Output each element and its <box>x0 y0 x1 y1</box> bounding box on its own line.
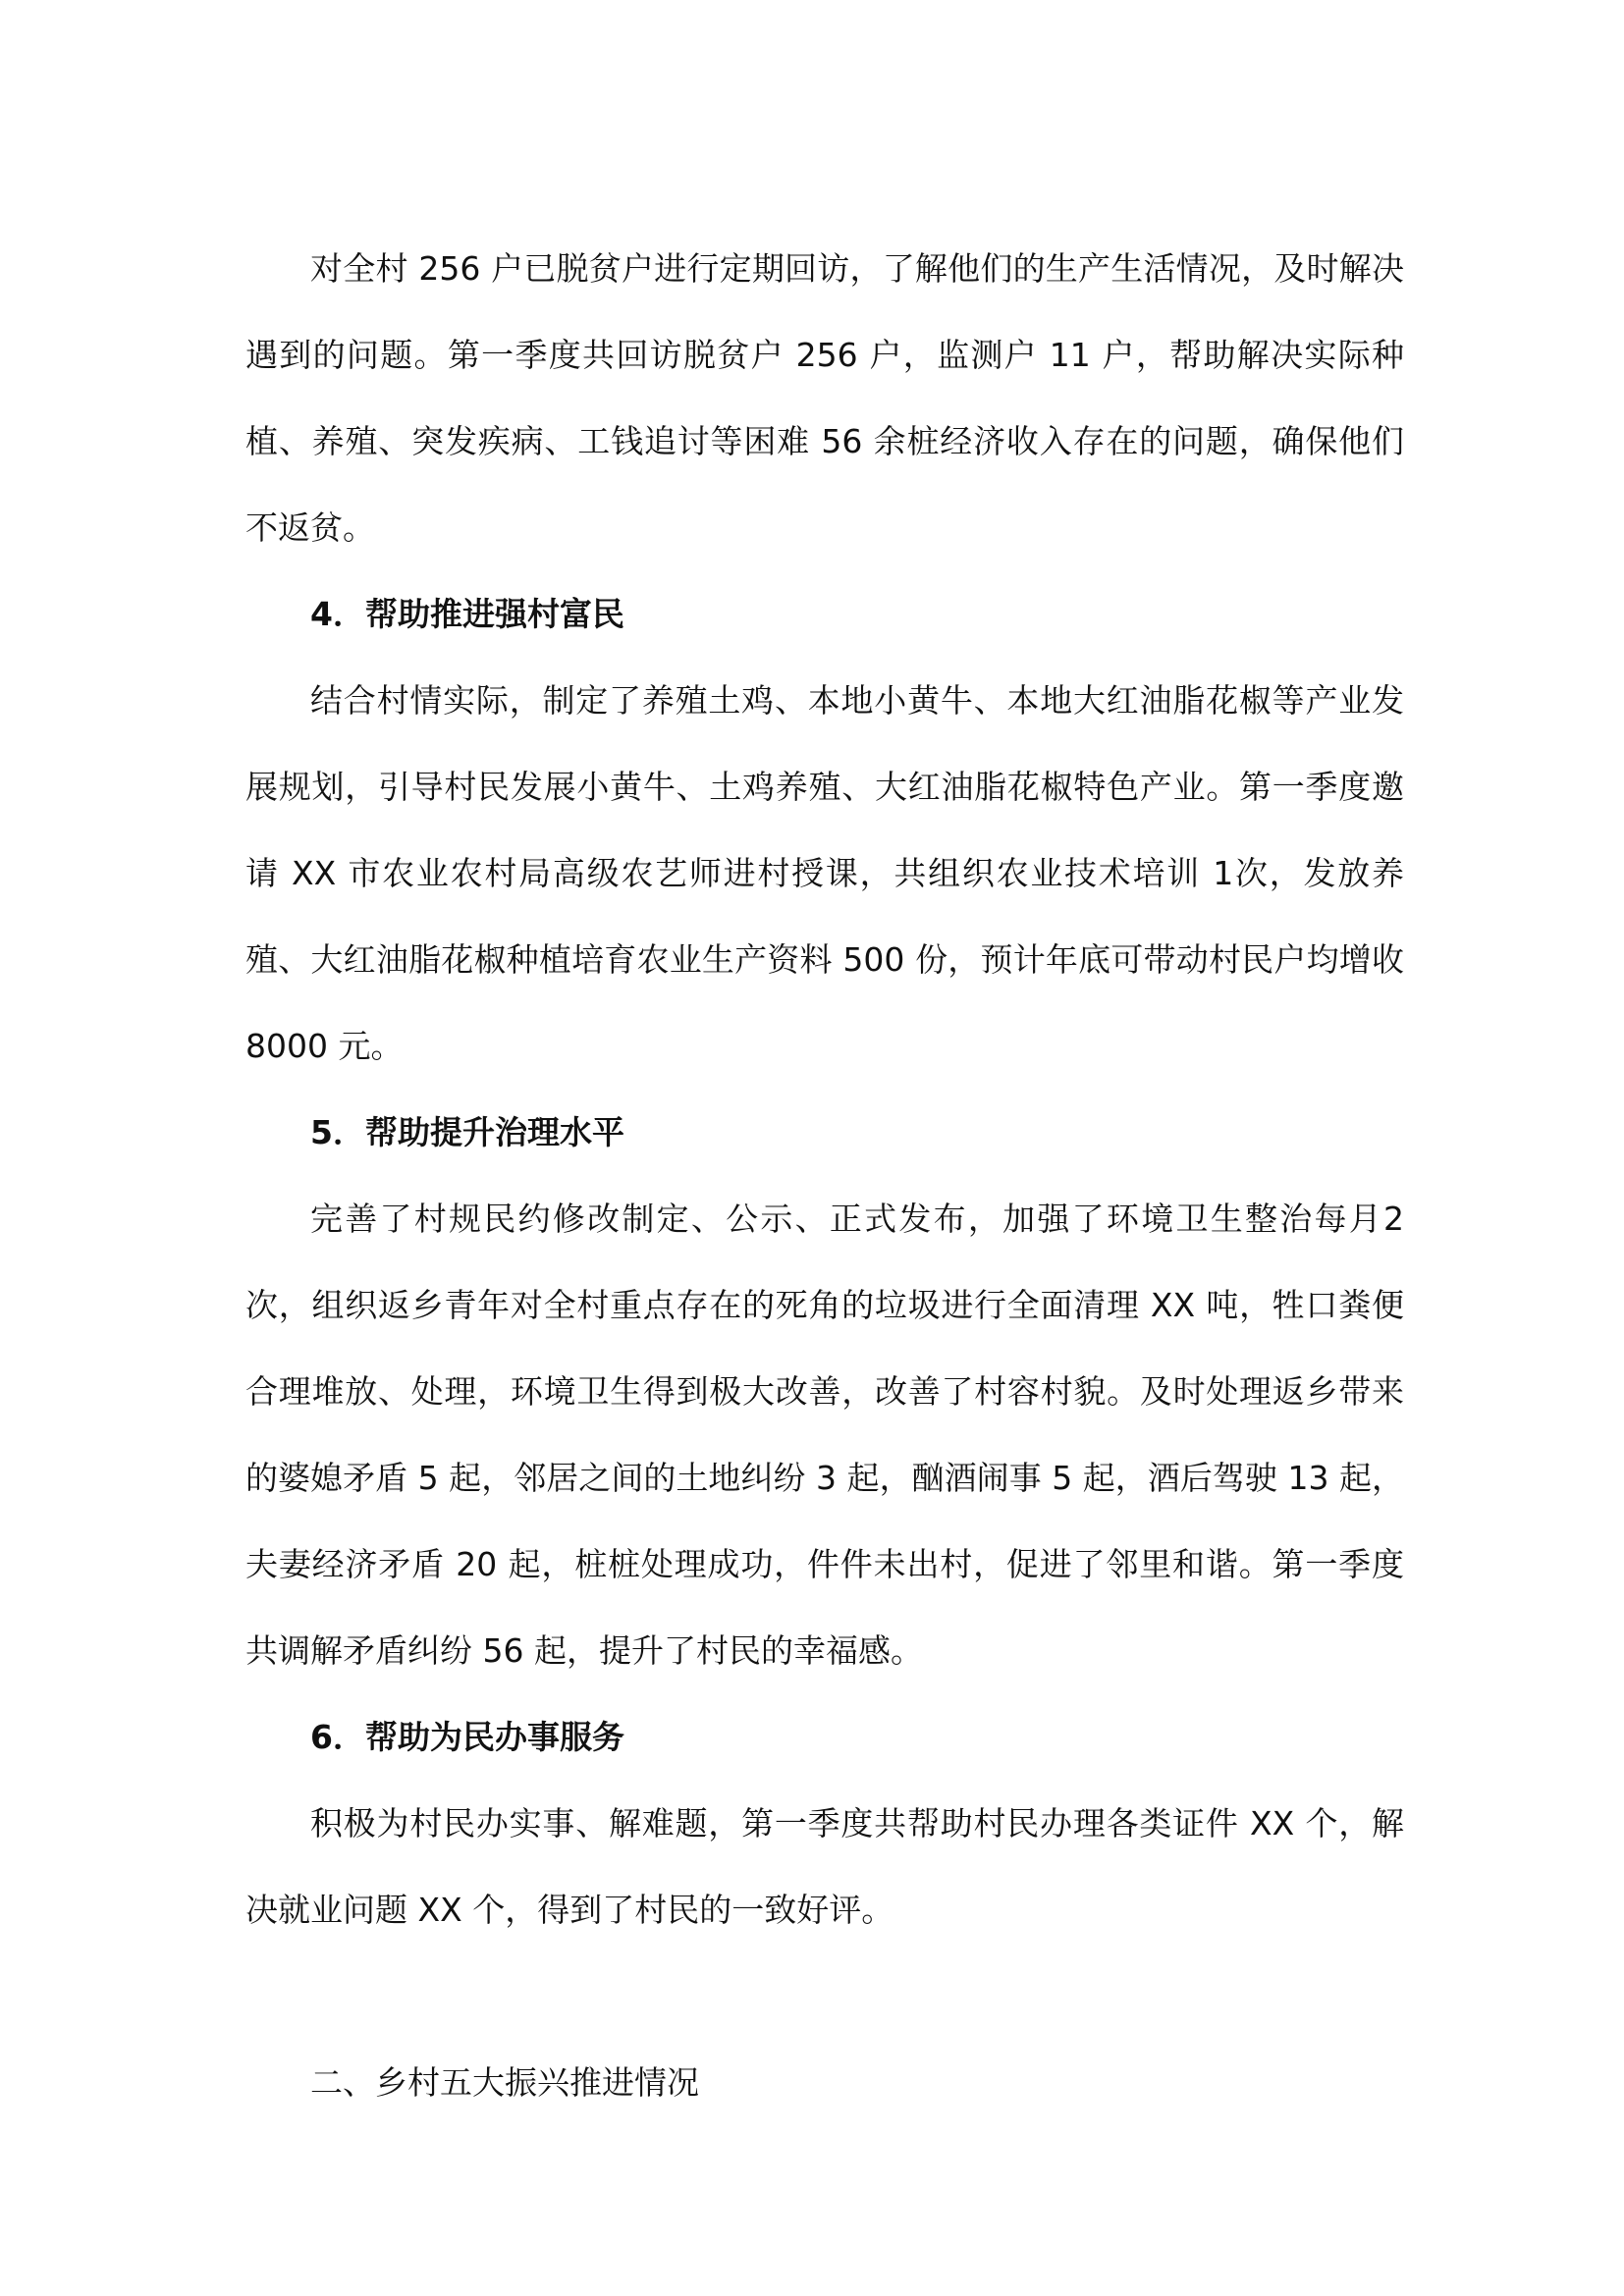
section-title-revitalization: 二、乡村五大振兴推进情况 <box>310 2063 699 2102</box>
heading-service: 6．帮助为民办事服务 <box>310 1718 624 1756</box>
paragraph-revisit: 对全村 256 户已脱贫户进行定期回访，了解他们的生产生活情况，及时解决遇到的问题。第一季度共回访脱贫户 256 户，监测户 11 户，帮助解决实际种植、养殖、突发疾病、工钱追讨等困难 56 余桩经济收入存在的问题，确保他们不返贫。 <box>245 249 1404 547</box>
section-spacer <box>245 1953 1404 2040</box>
heading-strong-village: 4．帮助推进强村富民 <box>310 595 624 633</box>
heading-governance: 5．帮助提升治理水平 <box>310 1113 624 1151</box>
document-page <box>245 226 1404 2126</box>
paragraph-industry: 结合村情实际，制定了养殖土鸡、本地小黄牛、本地大红油脂花椒等产业发展规划，引导村民发展小黄牛、土鸡养殖、大红油脂花椒特色产业。第一季度邀请 XX 市农业农村局高级农艺师进村授课，共组织农业技术培训 1次，发放养殖、大红油脂花椒种植培育农业生产资料 500 份，预计年底可带动村民户均增收 8000 元。 <box>245 681 1404 1065</box>
paragraph-service: 积极为村民办实事、解难题，第一季度共帮助村民办理各类证件 XX 个，解决就业问题 XX 个，得到了村民的一致好评。 <box>245 1804 1404 1929</box>
paragraph-governance: 完善了村规民约修改制定、公示、正式发布，加强了环境卫生整治每月2 次，组织返乡青年对全村重点存在的死角的垃圾进行全面清理 XX 吨，牲口粪便合理堆放、处理，环境卫生得到极大改善，改善了村容村貌。及时处理返乡带来的婆媳矛盾 5 起，邻居之间的土地纠纷 3 起，酗酒闹事 5 起，酒后驾驶 13 起，夫妻经济矛盾 20 起，桩桩处理成功，件件未出村，促进了邻里和谐。第一季度共调解矛盾纠纷 56 起，提升了村民的幸福感。 <box>245 1200 1404 1670</box>
